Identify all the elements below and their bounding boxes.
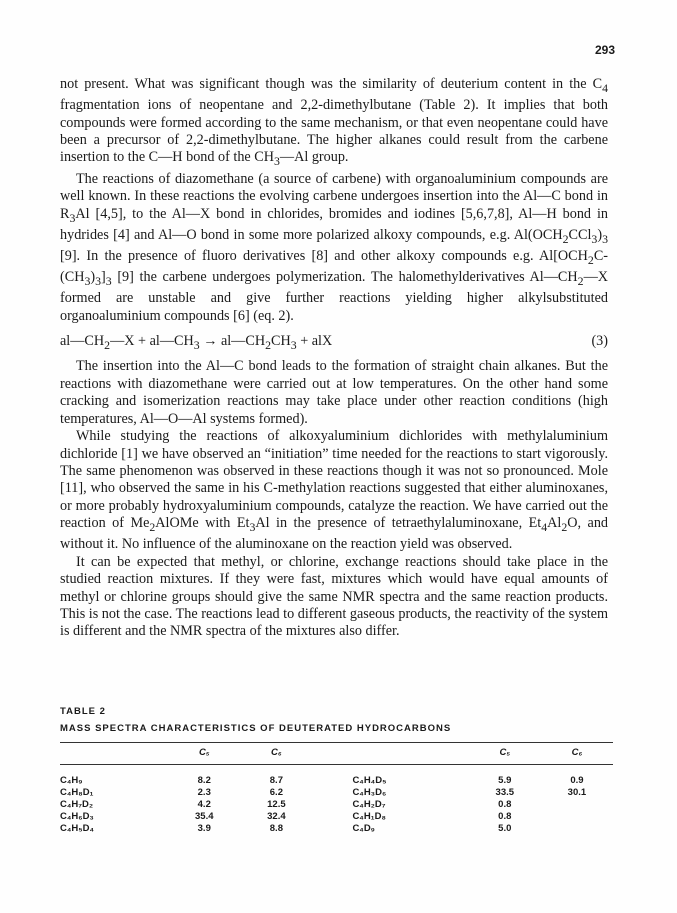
value-cell: 35.4 xyxy=(195,811,214,822)
body-paragraph: not present. What was significant though was the similarity of deuterium content in the $C_4$ fragmentation ions of neopentane and 2,2-dimethylbutane (Table 2). It implies that both compounds were formed according to the same mechanism, or that even neopentane could have been a precursor of 2,2-dimethylbutane. The higher alkanes could result from the carbene insertion to the C—H bond of the $CH_3—Al$ group. xyxy=(60,76,608,169)
value-cell: 0.9 xyxy=(570,775,584,786)
formula-cell: C₄H₂D₇ xyxy=(352,799,386,810)
value-cell: 30.1 xyxy=(567,787,587,798)
formula-cell: C₄H₇D₂ xyxy=(60,799,94,810)
value-cell: 5.9 xyxy=(498,775,512,786)
value-cell: 2.3 xyxy=(197,787,211,798)
body-paragraph: The insertion into the Al—C bond leads to the formation of straight chain alkanes. But the reactions with diazomethane were carried out at low temperatures. On the other hand some cracking and isomerization reactions may take place under other reaction conditions (high temperatures, Al—O—Al systems formed). xyxy=(60,358,608,427)
value-cell: 0.8 xyxy=(498,799,512,810)
equation-body: $al—CH_2—X$ + $al—CH_3$ → $al—CH_2CH_3$ + alX xyxy=(60,333,333,353)
value-cell xyxy=(541,799,613,811)
value-cell: 33.5 xyxy=(495,787,515,798)
page-number: 293 xyxy=(594,43,615,57)
table-row xyxy=(60,765,613,787)
data-table xyxy=(60,743,613,835)
formula-cell: C₄H₉ xyxy=(60,775,83,786)
body-paragraph: The reactions of diazomethane (a source of carbene) with organoaluminium compounds are well known. In these reactions the evolving carbene undergoes insertion into the Al—C bond in $R_3Al$ [4,5], to the Al—X bond in chlorides, bromides and iodines [5,6,7,8], Al—H bond in hydrides [4] and Al—O bond in some more polarized alkoxy compounds, e.g. $Al(OCH_2CCl_3)_3$ [9]. In the presence of fluoro derivatives [8] and other alkoxy compounds e.g. $Al[OCH_2C-(CH_3)_3]_3$ [9] the carbene undergoes polymerization. The halomethylderivatives $Al—CH_2—X$ formed are unstable and give further reactions yielding higher alkylsubstituted organoaluminium compounds [6] (eq. 2). xyxy=(60,170,608,324)
value-cell: 3.9 xyxy=(197,823,211,834)
equation-number: (3) xyxy=(591,333,608,350)
formula-cell: C₄H₁D₈ xyxy=(352,811,386,822)
value-cell: 12.5 xyxy=(267,799,286,810)
value-cell: 8.8 xyxy=(269,823,283,834)
table-header-row xyxy=(60,743,613,765)
table-header-cell: C₅ xyxy=(499,747,511,758)
table-row xyxy=(60,787,613,799)
formula-cell: C₄D₉ xyxy=(352,823,375,834)
formula-cell: C₄H₈D₁ xyxy=(60,787,94,798)
table-row xyxy=(60,799,613,811)
value-cell: 4.2 xyxy=(197,799,211,810)
value-cell: 5.0 xyxy=(498,823,512,834)
formula-cell: C₄H₆D₃ xyxy=(60,811,94,822)
paragraphs-before-equation xyxy=(60,76,608,325)
body-text xyxy=(60,76,608,641)
value-cell xyxy=(541,811,613,823)
table-row xyxy=(60,823,613,835)
table-row xyxy=(60,811,613,823)
body-paragraph: While studying the reactions of alkoxyaluminium dichlorides with methylaluminium dichloride [1] we have observed an “initiation” time needed for the reactions to start vigorously. The same phenomenon was observed in these reactions though it was not so pronounced. Mole [11], who observed the same in his C-methylation reactions suggested that either aluminoxanes, or more probably hydroxyaluminium compounds, catalyze the reaction. We have carried out the reaction of $Me_2AlOMe$ with $Et_3Al$ in the presence of tetraethylaluminoxane, $Et_4Al_2O$, and without it. No influence of the aluminoxane on the reaction yield was observed. xyxy=(60,428,609,553)
equation xyxy=(60,333,608,354)
formula-cell: C₄H₃D₆ xyxy=(352,787,387,798)
table-body xyxy=(60,765,613,835)
paragraphs-after-equation xyxy=(60,358,608,640)
table-header-cell: C₆ xyxy=(271,747,282,758)
table-label: TABLE 2 xyxy=(60,706,106,717)
value-cell xyxy=(541,823,613,835)
table-header-cell: C₅ xyxy=(198,747,210,758)
table-title: MASS SPECTRA CHARACTERISTICS OF DEUTERATED HYDROCARBONS xyxy=(60,723,452,734)
value-cell: 32.4 xyxy=(267,811,286,822)
value-cell: 0.8 xyxy=(498,811,512,822)
value-cell: 8.7 xyxy=(269,775,283,786)
value-cell: 8.2 xyxy=(197,775,211,786)
table-2 xyxy=(60,706,613,835)
formula-cell: C₄H₄D₅ xyxy=(352,775,387,786)
body-paragraph: It can be expected that methyl, or chlorine, exchange reactions should take place in the studied reaction mixtures. If they were fast, mixtures which would have equal amounts of methyl or chlorine groups should give the same NMR spectra and the same reaction products. This is not the case. The reactions lead to different gaseous products, the reactivity of the system is different and the NMR spectra of the mixtures also differ. xyxy=(60,553,608,640)
table-header-cell xyxy=(60,743,168,765)
formula-cell: C₄H₅D₄ xyxy=(60,823,94,834)
table-header-cell xyxy=(312,743,468,765)
value-cell: 6.2 xyxy=(269,787,283,798)
table-header-cell: C₆ xyxy=(571,747,583,758)
